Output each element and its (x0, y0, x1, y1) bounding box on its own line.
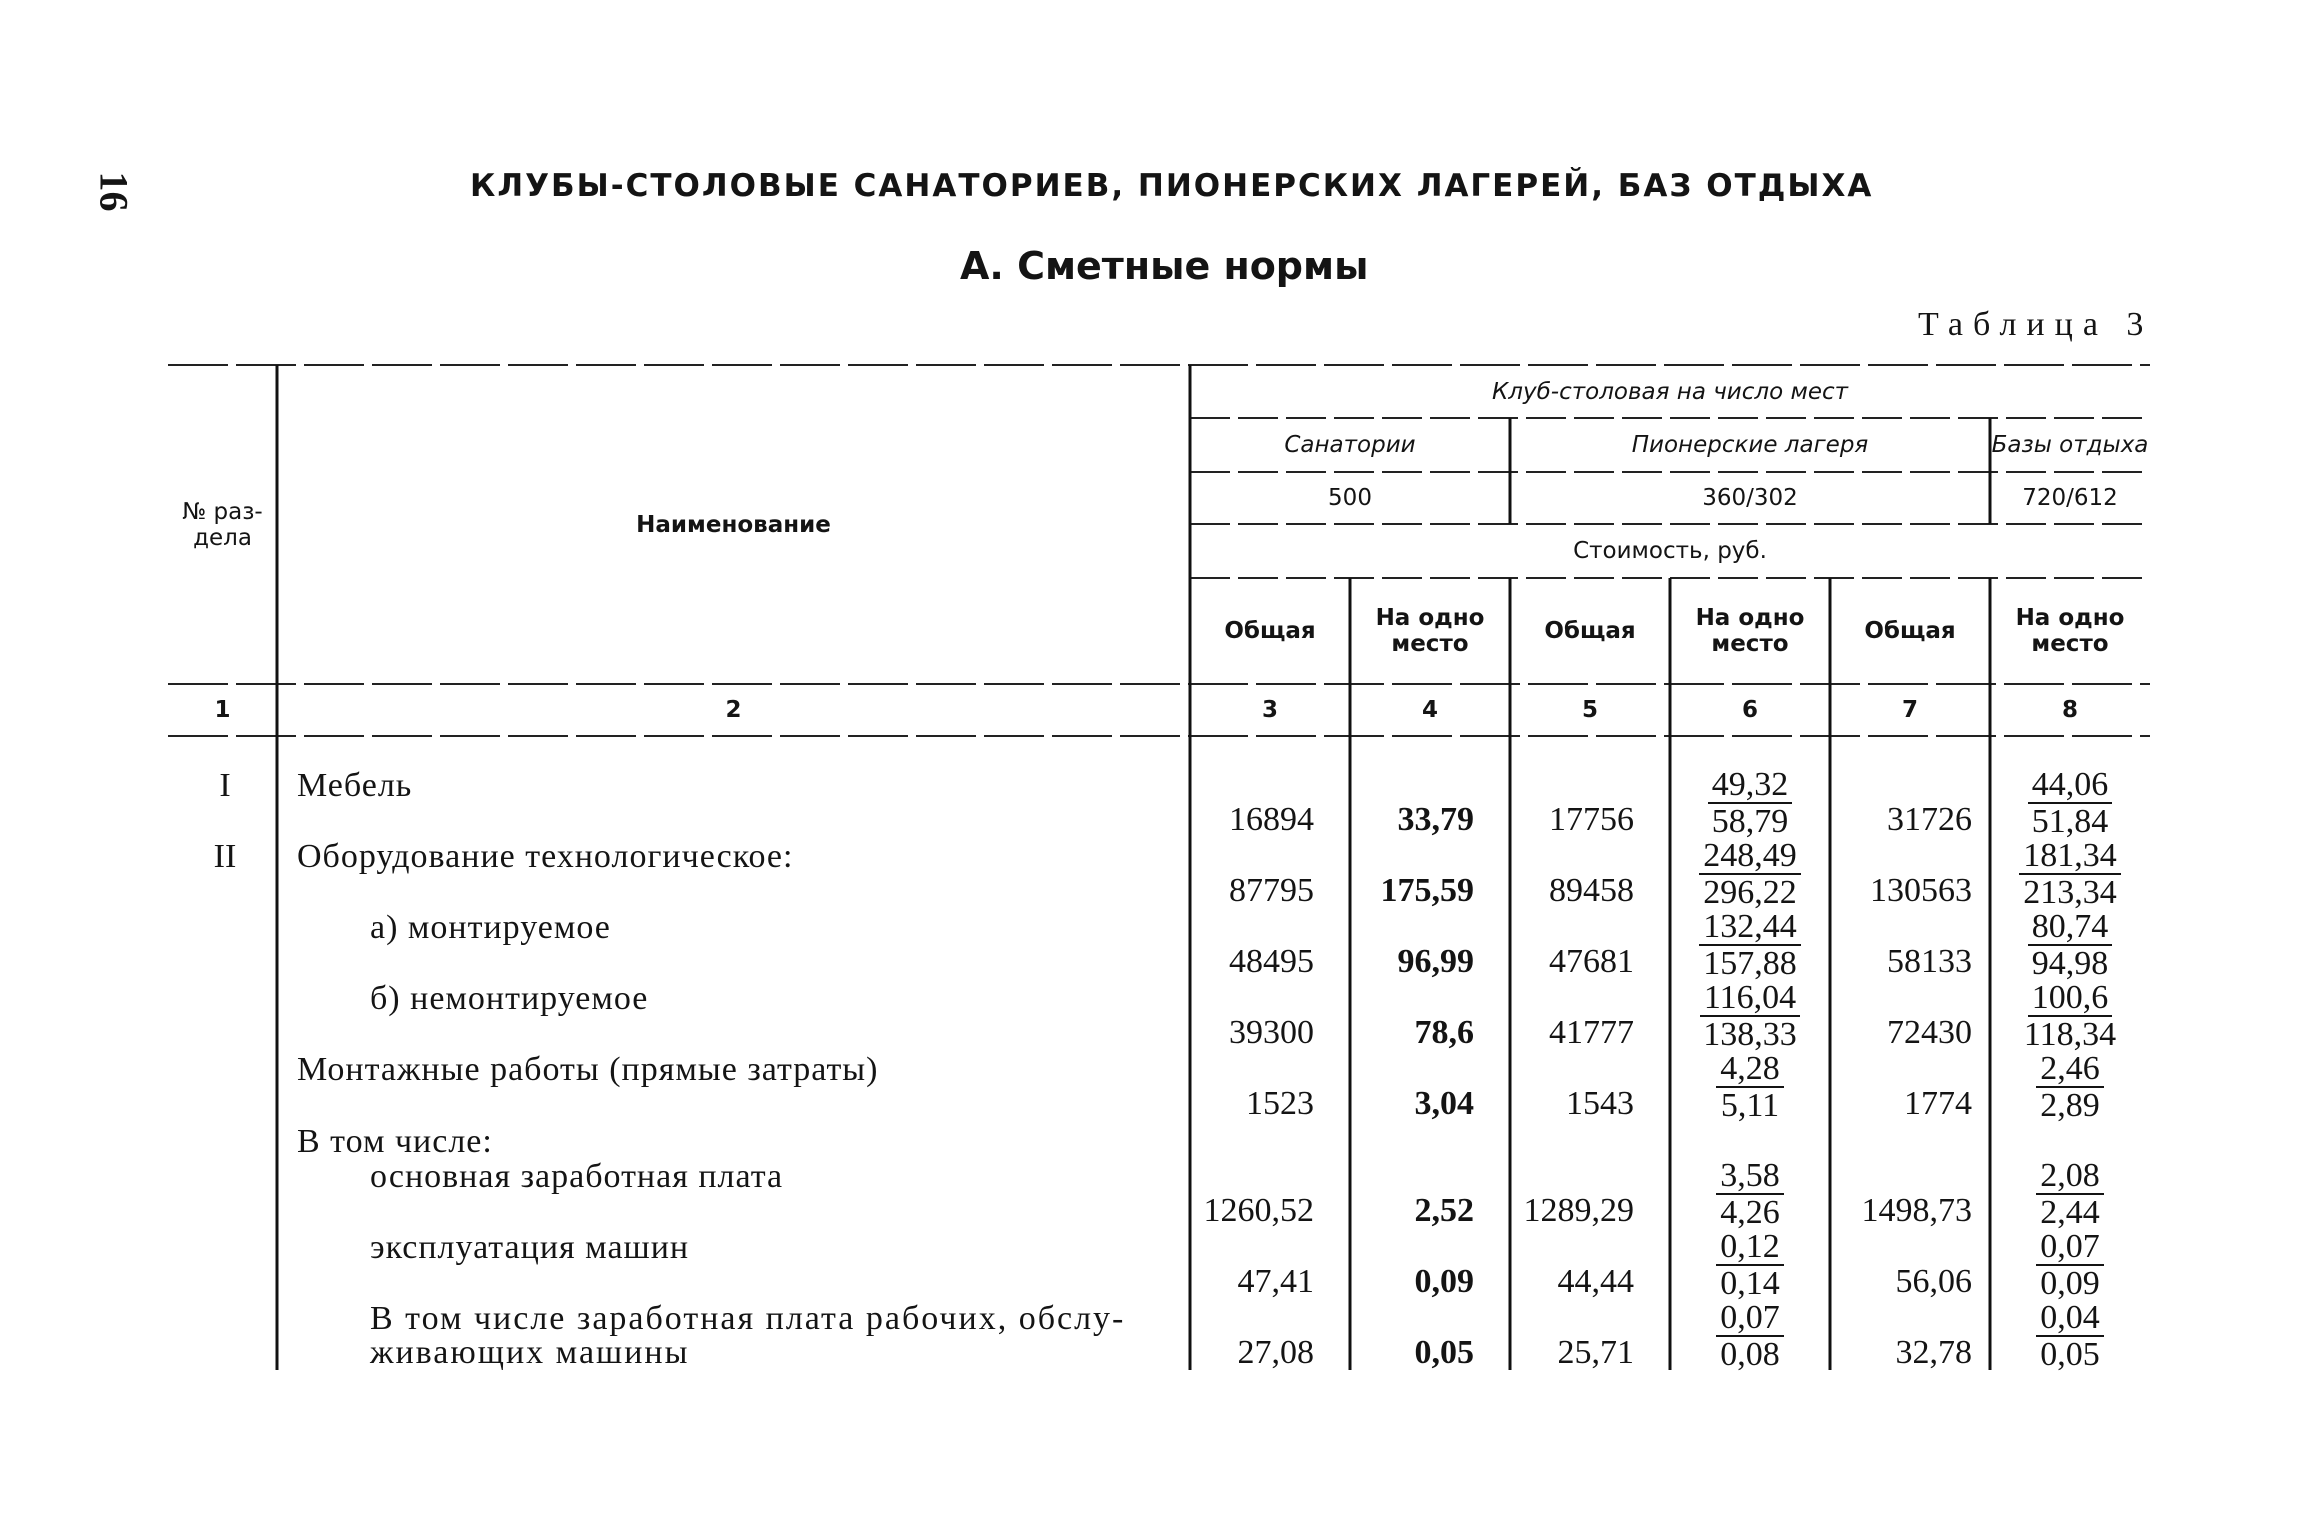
cell-c6-bot: 157,88 (1703, 945, 1797, 982)
header-per-seat-4: На одно место (1375, 605, 1485, 657)
col-number: 6 (1741, 697, 1758, 723)
cell-c8-fraction (2005, 909, 2135, 981)
cell-c3: 1260,52 (1203, 1192, 1314, 1229)
cell-c6-top: 132,44 (1699, 909, 1801, 946)
cell-c8-top: 0,04 (2036, 1300, 2104, 1337)
cell-c3: 47,41 (1237, 1263, 1314, 1300)
cell-c8-bot: 0,05 (2040, 1336, 2100, 1373)
header-seats-sanatorii: 500 (1328, 485, 1372, 511)
header-club: Клуб-столовая на число мест (1491, 378, 1849, 405)
cell-c5: 17756 (1549, 801, 1634, 838)
cell-c7: 130563 (1870, 872, 1972, 909)
cell-c7: 1498,73 (1861, 1192, 1972, 1229)
cell-c8-fraction (2005, 980, 2135, 1052)
cell-c4: 33,79 (1397, 801, 1474, 838)
cell-c8-top: 2,08 (2036, 1158, 2104, 1195)
header-total-5: Общая (1544, 618, 1636, 644)
cell-c5: 41777 (1549, 1014, 1634, 1051)
cell-c6-top: 4,28 (1716, 1051, 1784, 1088)
col-number: 2 (725, 697, 742, 723)
cell-c6-fraction (1685, 767, 1815, 839)
cell-c6-bot: 58,79 (1711, 803, 1789, 840)
col-number: 4 (1421, 697, 1438, 723)
cell-c5: 47681 (1549, 943, 1634, 980)
cell-c7: 32,78 (1895, 1334, 1972, 1371)
cell-c6-fraction (1685, 1300, 1815, 1372)
cell-c8-top: 0,07 (2036, 1229, 2104, 1266)
cell-c5: 1289,29 (1523, 1192, 1634, 1229)
row-section: I (219, 767, 231, 804)
cell-c6-bot: 0,08 (1720, 1336, 1780, 1373)
cell-c8-fraction (2005, 1051, 2135, 1123)
cell-c8-bot: 94,98 (2031, 945, 2109, 982)
cell-c4: 78,6 (1414, 1014, 1474, 1051)
cell-c3: 48495 (1229, 943, 1314, 980)
cell-c6-top: 0,12 (1716, 1229, 1784, 1266)
header-per-seat-8: На одно место (2015, 605, 2125, 657)
header-seats-bases: 720/612 (2022, 485, 2118, 511)
row-name: Оборудование технологическое: (297, 838, 794, 875)
cell-c8-top: 80,74 (2028, 909, 2113, 946)
cell-c8-bot: 51,84 (2031, 803, 2109, 840)
cell-c6-top: 3,58 (1716, 1158, 1784, 1195)
header-cost: Стоимость, руб. (1573, 538, 1767, 564)
row-name-line2: живающих машины (370, 1334, 690, 1371)
cell-c8-bot: 213,34 (2023, 874, 2117, 911)
cell-c7: 31726 (1887, 801, 1972, 838)
cell-c5: 89458 (1549, 872, 1634, 909)
cell-c4: 0,09 (1414, 1263, 1474, 1300)
cell-c6-bot: 296,22 (1703, 874, 1797, 911)
row-name: а) монтируемое (370, 909, 611, 946)
cell-c7: 56,06 (1895, 1263, 1972, 1300)
cell-c5: 1543 (1566, 1085, 1634, 1122)
row-name: эксплуатация машин (370, 1229, 690, 1266)
cell-c7: 1774 (1904, 1085, 1972, 1122)
cell-c8-top: 44,06 (2028, 767, 2113, 804)
cell-c6-bot: 5,11 (1720, 1087, 1780, 1124)
page-title: КЛУБЫ-СТОЛОВЫЕ САНАТОРИЕВ, ПИОНЕРСКИХ ЛАГЕРЕЙ, БАЗ ОТДЫХА (470, 168, 1874, 204)
header-total-7: Общая (1864, 618, 1956, 644)
cell-c3: 39300 (1229, 1014, 1314, 1051)
cell-c6-fraction (1685, 1051, 1815, 1123)
row-name: В том числе: (297, 1123, 493, 1160)
row-name: Мебель (297, 767, 413, 804)
cell-c8-bot: 118,34 (2023, 1016, 2117, 1053)
cell-c4: 175,59 (1380, 872, 1474, 909)
cell-c3: 16894 (1229, 801, 1314, 838)
row-name: В том числе заработная плата рабочих, обслу- (370, 1300, 1126, 1337)
cell-c4: 2,52 (1414, 1192, 1474, 1229)
cell-c5: 25,71 (1557, 1334, 1634, 1371)
cell-c3: 1523 (1246, 1085, 1314, 1122)
cell-c6-bot: 0,14 (1720, 1265, 1780, 1302)
cell-c5: 44,44 (1557, 1263, 1634, 1300)
header-section-no: № раз- дела (182, 499, 263, 551)
cell-c8-top: 181,34 (2019, 838, 2121, 875)
cell-c8-top: 100,6 (2028, 980, 2113, 1017)
cell-c6-bot: 138,33 (1703, 1016, 1797, 1053)
cell-c8-bot: 2,89 (2040, 1087, 2100, 1124)
cell-c3: 27,08 (1237, 1334, 1314, 1371)
row-name: б) немонтируемое (370, 980, 649, 1017)
cell-c8-fraction (2005, 767, 2135, 839)
header-seats-pioneer: 360/302 (1702, 485, 1798, 511)
col-number: 1 (214, 697, 231, 723)
cell-c6-top: 248,49 (1699, 838, 1801, 875)
cell-c6-top: 116,04 (1700, 980, 1800, 1017)
header-sanatorii: Санатории (1284, 432, 1416, 458)
cell-c8-top: 2,46 (2036, 1051, 2104, 1088)
cell-c8-fraction (2005, 1158, 2135, 1230)
table-label: Таблица 3 (1918, 306, 2154, 343)
cell-c8-bot: 0,09 (2040, 1265, 2100, 1302)
cell-c6-bot: 4,26 (1720, 1194, 1780, 1231)
col-number: 8 (2061, 697, 2078, 723)
header-total-3: Общая (1224, 618, 1316, 644)
cell-c6-top: 49,32 (1708, 767, 1793, 804)
cell-c6-top: 0,07 (1716, 1300, 1784, 1337)
cell-c7: 58133 (1887, 943, 1972, 980)
col-number: 5 (1581, 697, 1598, 723)
row-name: основная заработная плата (370, 1158, 784, 1195)
col-number: 7 (1901, 697, 1918, 723)
page-number: 16 (91, 171, 137, 212)
header-pioneer: Пионерские лагеря (1631, 432, 1869, 458)
header-name: Наименование (636, 512, 831, 538)
cell-c8-fraction (2005, 1300, 2135, 1372)
cell-c6-fraction (1685, 909, 1815, 981)
header-per-seat-6: На одно место (1695, 605, 1805, 657)
cell-c6-fraction (1685, 980, 1815, 1052)
cell-c8-fraction (2005, 1229, 2135, 1301)
cell-c4: 3,04 (1414, 1085, 1474, 1122)
cell-c6-fraction (1685, 838, 1815, 910)
row-section: II (213, 838, 237, 875)
cell-c6-fraction (1685, 1158, 1815, 1230)
cell-c4: 0,05 (1414, 1334, 1474, 1371)
row-name: Монтажные работы (прямые затраты) (297, 1051, 879, 1088)
cell-c8-fraction (2005, 838, 2135, 910)
page-subtitle: А. Сметные нормы (960, 244, 1369, 288)
cell-c4: 96,99 (1397, 943, 1474, 980)
cell-c8-bot: 2,44 (2040, 1194, 2100, 1231)
cell-c3: 87795 (1229, 872, 1314, 909)
cell-c7: 72430 (1887, 1014, 1972, 1051)
col-number: 3 (1261, 697, 1278, 723)
cell-c6-fraction (1685, 1229, 1815, 1301)
header-bases: Базы отдыха (1991, 432, 2149, 458)
